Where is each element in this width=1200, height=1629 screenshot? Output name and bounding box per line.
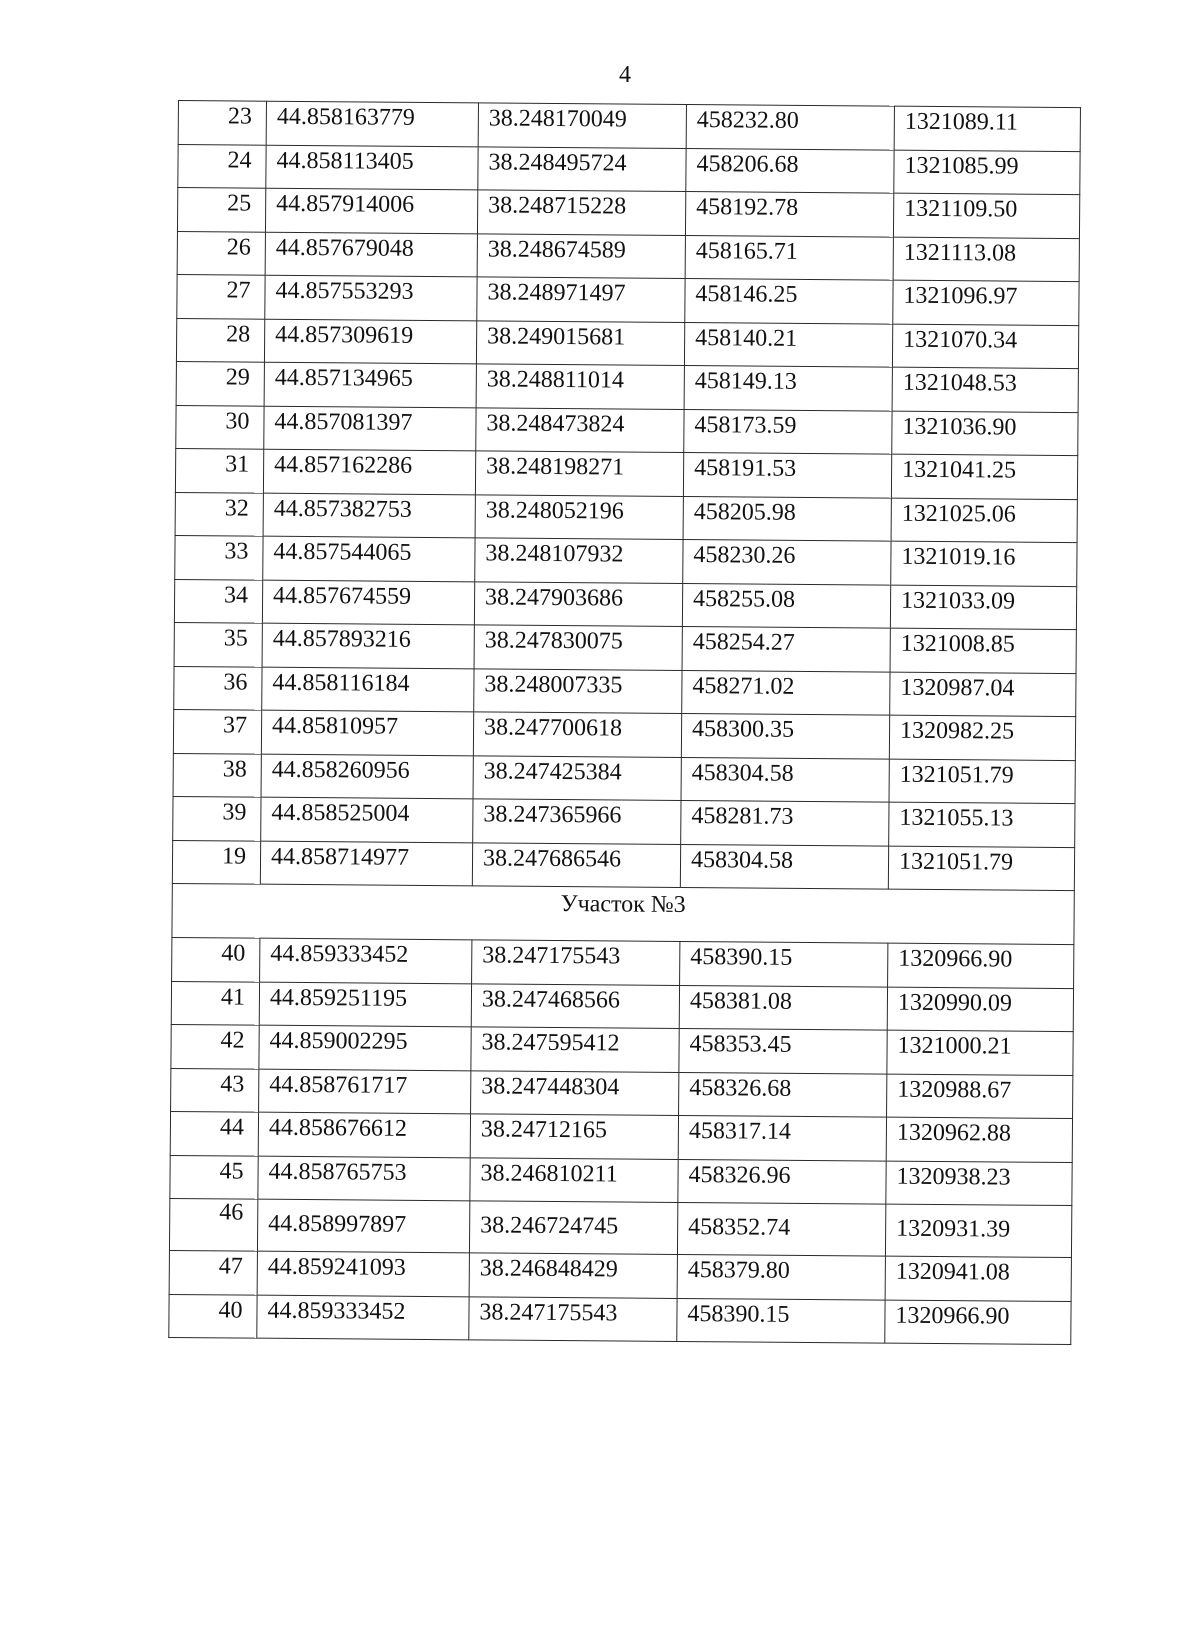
latitude-cell: 44.859251195: [259, 982, 471, 1027]
point-number-cell: 24: [178, 144, 266, 188]
coord-y-cell: 1320962.88: [886, 1117, 1072, 1162]
point-number-cell: 31: [175, 448, 263, 492]
longitude-cell: 38.247595412: [471, 1027, 679, 1072]
point-number-cell: 47: [169, 1250, 257, 1294]
table-row: [172, 840, 1074, 891]
point-number-cell: 33: [175, 535, 263, 579]
coord-y-cell: 1320990.09: [887, 987, 1073, 1032]
point-number-cell: 40: [169, 1294, 257, 1338]
coord-x-cell: 458352.74: [677, 1202, 885, 1256]
section-header-group: [172, 883, 1074, 944]
table-row: [171, 1068, 1073, 1119]
coord-x-cell: 458206.68: [686, 148, 894, 193]
table-row: [176, 318, 1078, 369]
table-row: [175, 492, 1077, 543]
point-number-cell: 42: [171, 1024, 259, 1068]
latitude-cell: 44.858260956: [261, 754, 473, 799]
coord-x-cell: 458353.45: [679, 1028, 887, 1073]
point-number-cell: 34: [174, 579, 262, 623]
table-row: [178, 101, 1080, 152]
latitude-cell: 44.857081397: [264, 406, 476, 451]
point-number-cell: 39: [173, 796, 261, 840]
coord-y-cell: 1320966.90: [885, 1300, 1071, 1345]
coord-y-cell: 1320966.90: [888, 943, 1074, 988]
point-number-cell: 19: [172, 840, 260, 884]
longitude-cell: 38.248198271: [475, 451, 683, 496]
longitude-cell: 38.248715228: [477, 190, 685, 235]
coord-x-cell: 458255.08: [682, 583, 890, 628]
point-number-cell: 27: [177, 274, 265, 318]
coord-x-cell: 458326.96: [678, 1159, 886, 1204]
coord-x-cell: 458271.02: [682, 670, 890, 715]
latitude-cell: 44.857553293: [265, 275, 477, 320]
coord-y-cell: 1320987.04: [890, 672, 1076, 717]
section-header-row: [172, 883, 1074, 944]
coord-y-cell: 1321033.09: [890, 585, 1076, 630]
coord-y-cell: 1320941.08: [885, 1256, 1071, 1301]
table-row: [176, 361, 1078, 412]
latitude-cell: 44.857893216: [262, 623, 474, 668]
point-number-cell: 26: [177, 231, 265, 275]
coord-y-cell: 1321008.85: [890, 628, 1076, 673]
coordinates-table-body-part2: [169, 937, 1074, 1344]
point-number-cell: 45: [170, 1155, 258, 1199]
coord-x-cell: 458192.78: [685, 191, 893, 236]
longitude-cell: 38.246848429: [469, 1253, 677, 1298]
table-row: [170, 1111, 1072, 1162]
coord-x-cell: 458304.58: [680, 844, 888, 889]
coord-y-cell: 1321113.08: [893, 237, 1079, 282]
table-row: [173, 753, 1075, 804]
coord-x-cell: 458149.13: [684, 365, 892, 410]
coord-x-cell: 458390.15: [677, 1298, 885, 1343]
table-row: [169, 1198, 1071, 1257]
longitude-cell: 38.248971497: [477, 277, 685, 322]
coord-y-cell: 1320931.39: [885, 1204, 1071, 1257]
coord-y-cell: 1321025.06: [891, 498, 1077, 543]
latitude-cell: 44.857134965: [264, 362, 476, 407]
longitude-cell: 38.248674589: [477, 233, 685, 278]
coord-y-cell: 1320982.25: [889, 715, 1075, 760]
coord-y-cell: 1321000.21: [887, 1030, 1073, 1075]
point-number-cell: 29: [176, 361, 264, 405]
point-number-cell: 40: [172, 937, 260, 981]
latitude-cell: 44.858525004: [261, 797, 473, 842]
table-row: [169, 1250, 1071, 1301]
longitude-cell: 38.249015681: [476, 320, 684, 365]
longitude-cell: 38.248811014: [476, 364, 684, 409]
table-row: [170, 1155, 1072, 1206]
section-title: Участок №3: [172, 883, 1074, 944]
coord-y-cell: 1321019.16: [891, 541, 1077, 586]
latitude-cell: 44.859002295: [259, 1025, 471, 1070]
coordinates-table-body-part1: [172, 101, 1080, 891]
longitude-cell: 38.247175543: [472, 940, 680, 985]
longitude-cell: 38.248107932: [475, 538, 683, 583]
latitude-cell: 44.85810957: [261, 710, 473, 755]
coord-y-cell: 1321089.11: [894, 106, 1080, 151]
table-row: [175, 535, 1077, 586]
longitude-cell: 38.247468566: [471, 983, 679, 1028]
coordinates-table: [168, 100, 1081, 1345]
coord-x-cell: 458304.58: [681, 757, 889, 802]
table-row: [176, 405, 1078, 456]
longitude-cell: 38.247903686: [474, 581, 682, 626]
table-row: [173, 796, 1075, 847]
latitude-cell: 44.857382753: [263, 493, 475, 538]
point-number-cell: 41: [171, 981, 259, 1025]
latitude-cell: 44.858116184: [262, 667, 474, 712]
table-row: [177, 231, 1079, 282]
coord-x-cell: 458232.80: [686, 104, 894, 149]
latitude-cell: 44.858113405: [266, 145, 478, 190]
point-number-cell: 25: [177, 188, 265, 232]
latitude-cell: 44.858761717: [259, 1069, 471, 1114]
latitude-cell: 44.857674559: [262, 580, 474, 625]
longitude-cell: 38.247175543: [469, 1296, 677, 1341]
coord-x-cell: 458300.35: [681, 713, 889, 758]
point-number-cell: 28: [176, 318, 264, 362]
longitude-cell: 38.247700618: [473, 712, 681, 757]
latitude-cell: 44.857309619: [264, 319, 476, 364]
coord-x-cell: 458281.73: [681, 800, 889, 845]
longitude-cell: 38.247830075: [474, 625, 682, 670]
latitude-cell: 44.857914006: [265, 188, 477, 233]
coord-x-cell: 458191.53: [683, 452, 891, 497]
point-number-cell: 36: [174, 666, 262, 710]
coord-y-cell: 1320988.67: [887, 1074, 1073, 1119]
longitude-cell: 38.248495724: [478, 146, 686, 191]
latitude-cell: 44.859333452: [257, 1295, 469, 1340]
coord-y-cell: 1321048.53: [892, 367, 1078, 412]
longitude-cell: 38.24712165: [470, 1114, 678, 1159]
latitude-cell: 44.858997897: [257, 1199, 469, 1253]
longitude-cell: 38.247425384: [473, 755, 681, 800]
latitude-cell: 44.859241093: [257, 1251, 469, 1296]
coord-x-cell: 458390.15: [680, 941, 888, 986]
table-row: [171, 981, 1073, 1032]
coord-x-cell: 458381.08: [679, 985, 887, 1030]
point-number-cell: 38: [173, 753, 261, 797]
longitude-cell: 38.247686546: [472, 842, 680, 887]
coord-x-cell: 458326.68: [679, 1072, 887, 1117]
point-number-cell: 43: [171, 1068, 259, 1112]
point-number-cell: 23: [178, 101, 266, 145]
point-number-cell: 46: [169, 1198, 257, 1251]
point-number-cell: 32: [175, 492, 263, 536]
coord-y-cell: 1321036.90: [892, 411, 1078, 456]
point-number-cell: 30: [176, 405, 264, 449]
coord-x-cell: 458317.14: [678, 1115, 886, 1160]
longitude-cell: 38.246724745: [469, 1201, 677, 1255]
longitude-cell: 38.247448304: [471, 1070, 679, 1115]
coord-y-cell: 1321055.13: [889, 802, 1075, 847]
latitude-cell: 44.857544065: [263, 536, 475, 581]
coord-x-cell: 458205.98: [683, 496, 891, 541]
longitude-cell: 38.247365966: [473, 799, 681, 844]
longitude-cell: 38.248170049: [478, 103, 686, 148]
coord-x-cell: 458146.25: [685, 278, 893, 323]
coord-y-cell: 1321051.79: [889, 759, 1075, 804]
coord-x-cell: 458165.71: [685, 235, 893, 280]
coord-x-cell: 458173.59: [684, 409, 892, 454]
coord-x-cell: 458140.21: [684, 322, 892, 367]
longitude-cell: 38.248052196: [475, 494, 683, 539]
table-row: [174, 622, 1076, 673]
table-row: [174, 579, 1076, 630]
latitude-cell: 44.857162286: [263, 449, 475, 494]
page-number: 4: [619, 62, 631, 88]
latitude-cell: 44.857679048: [265, 232, 477, 277]
coord-y-cell: 1321051.79: [888, 846, 1074, 891]
point-number-cell: 35: [174, 622, 262, 666]
coord-x-cell: 458230.26: [683, 539, 891, 584]
table-row: [171, 1024, 1073, 1075]
latitude-cell: 44.858676612: [258, 1112, 470, 1157]
latitude-cell: 44.858163779: [266, 101, 478, 146]
coord-y-cell: 1321041.25: [891, 454, 1077, 499]
coord-y-cell: 1321096.97: [893, 280, 1079, 325]
table-row: [173, 709, 1075, 760]
point-number-cell: 44: [170, 1111, 258, 1155]
table-row: [175, 448, 1077, 499]
table-row: [172, 937, 1074, 988]
coord-x-cell: 458379.80: [677, 1254, 885, 1299]
latitude-cell: 44.858765753: [258, 1156, 470, 1201]
table-row: [177, 274, 1079, 325]
longitude-cell: 38.248007335: [474, 668, 682, 713]
latitude-cell: 44.858714977: [260, 841, 472, 886]
table-row: [177, 188, 1079, 239]
coord-y-cell: 1321085.99: [894, 150, 1080, 195]
longitude-cell: 38.248473824: [476, 407, 684, 452]
coord-y-cell: 1321109.50: [893, 193, 1079, 238]
table-row: [169, 1294, 1071, 1345]
longitude-cell: 38.246810211: [470, 1157, 678, 1202]
table-row: [178, 144, 1080, 195]
coord-y-cell: 1320938.23: [886, 1161, 1072, 1206]
coord-x-cell: 458254.27: [682, 626, 890, 671]
latitude-cell: 44.859333452: [260, 938, 472, 983]
coord-y-cell: 1321070.34: [892, 324, 1078, 369]
point-number-cell: 37: [173, 709, 261, 753]
table-row: [174, 666, 1076, 717]
